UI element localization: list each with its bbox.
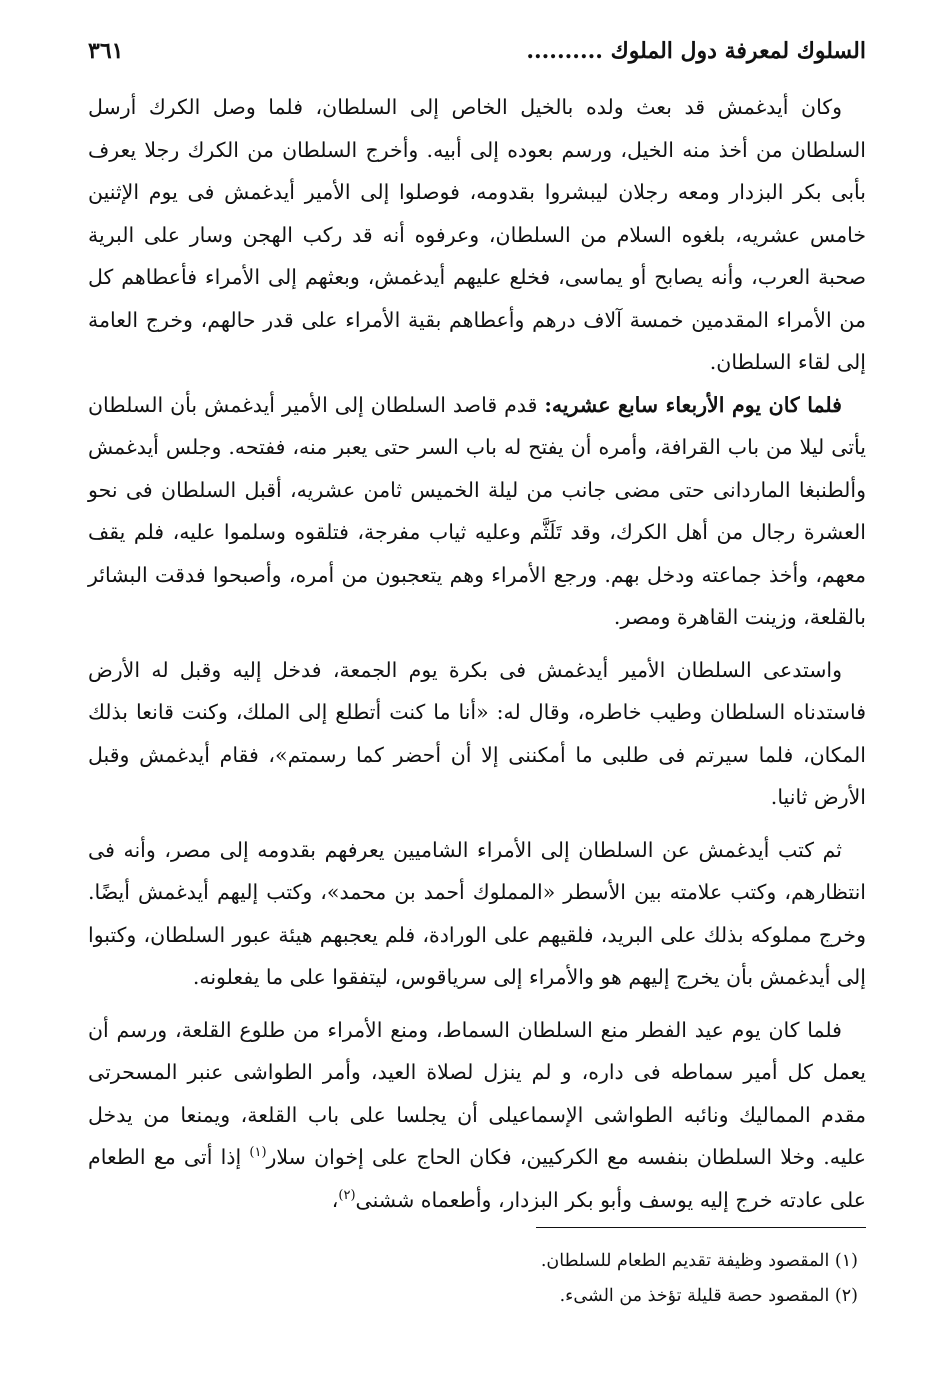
page-number: ٣٦١ xyxy=(88,38,124,64)
book-page xyxy=(88,38,866,1348)
paragraph-2-text: قدم قاصد السلطان إلى الأمير أيدغمش بأن السلطان يأتى ليلا من باب القرافة، وأمره أن يفتح له باب السر حتى يعبر منه، ففتحه. وجلس أيدغمش وألطنبغا الماردانى حتى مضى جانب من ليلة الخميس ثامن عشريه، أقبل السلطان فى نحو العشرة رجال من أهل الكرك، وقد تَلَثَّم وعليه ثياب مفرجة، فتلقوه وسلموا عليه، فلم يقف معهم، وأخذ جماعته ودخل بهم. ورجع الأمراء وهم يتعجبون من أمره، وأصبحوا فدقت البشائر بالقلعة، وزينت القاهرة ومصر. xyxy=(88,392,866,629)
running-header xyxy=(88,38,866,84)
paragraph-2-lead: فلما كان يوم الأربعاء سابع عشريه: xyxy=(544,392,842,417)
paragraph-4-text: ثم كتب أيدغمش عن السلطان إلى الأمراء الشاميين يعرفهم بقدومه إلى مصر، وأنه فى انتظارهم، وكتب علامته بين الأسطر «المملوك أحمد بن محمد»، وكتب إليهم أيدغمش أيضًا. وخرج مملوكه بذلك على البريد، فلقيهم على الورادة، فلم يعجبهم هيئة عبور السلطان، وكتبوا إلى أيدغمش بأن يخرج إليهم هو والأمراء إلى سرياقوس، ليتفقوا على ما يفعلونه. xyxy=(88,837,866,989)
paragraph-5-text-cont: إذا أتى مع الطعام على عادته خرج إليه يوسف وأبو بكر البزدار، وأطعماه ششنى xyxy=(88,1145,866,1212)
footnote-separator xyxy=(536,1227,866,1228)
paragraph-2 xyxy=(88,384,866,639)
footnote-ref-1[interactable]: (١) xyxy=(249,1145,267,1161)
paragraph-1 xyxy=(88,86,866,384)
footnote-1: (١) المقصود وظيفة تقديم الطعام للسلطان. xyxy=(540,1251,858,1271)
running-title: السلوك لمعرفة دول الملوك .......... xyxy=(526,38,866,64)
body-text xyxy=(88,86,866,1221)
footnotes xyxy=(88,1244,866,1314)
paragraph-5 xyxy=(88,1009,866,1222)
footnote-2: (٢) المقصود حصة قليلة تؤخذ من الشىء. xyxy=(559,1286,858,1306)
footnote-ref-2[interactable]: (٢) xyxy=(338,1187,356,1203)
paragraph-1-text: وكان أيدغمش قد بعث ولده بالخيل الخاص إلى السلطان، فلما وصل الكرك أرسل السلطان من أخذ منه الخيل، ورسم بعوده إلى أبيه. وأخرج السلطان من الكرك رجلا يعرف بأبى بكر البزدار ومعه رجلان ليبشروا بقدومه، فوصلوا إلى الأمير أيدغمش فى يوم الإثنين خامس عشريه، بلغوه السلام من السلطان، وعرفوه أنه قد ركب الهجن وسار على البرية صحبة العرب، وأنه يصابح أو يماسى، فخلع عليهم أيدغمش، وبعثهم إلى الأمراء فأعطاهم كل من الأمراء المقدمين خمسة آلاف درهم وأعطاهم بقية الأمراء على قدر حالهم، وخرج العامة إلى لقاء السلطان. xyxy=(88,95,866,374)
paragraph-3 xyxy=(88,649,866,819)
paragraph-5-text-end: ، xyxy=(331,1187,339,1212)
paragraph-4 xyxy=(88,829,866,999)
paragraph-5-text: فلما كان يوم عيد الفطر منع السلطان السماط، ومنع الأمراء من طلوع القلعة، ورسم أن يعمل كل أمير سماطه فى داره، و لم ينزل لصلاة العيد، وأمر الطواشى عنبر المسحرتى مقدم المماليك ونائبه الطواشى الإسماعيلى أن يجلسا على باب القلعة، ويمنعا من يدخل عليه. وخلا السلطان بنفسه مع الكركيين، فكان الحاج على إخوان سلار xyxy=(88,1017,866,1169)
paragraph-3-text: واستدعى السلطان الأمير أيدغمش فى بكرة يوم الجمعة، فدخل إليه وقبل له الأرض فاستدناه السلطان وطيب خاطره، وقال له: «أنا ما كنت أتطلع إلى الملك، وكنت قانعا بذلك المكان، فلما سيرتم فى طلبى ما أمكننى إلا أن أحضر كما رسمتم»، فقام أيدغمش وقبل الأرض ثانيا. xyxy=(88,657,866,809)
